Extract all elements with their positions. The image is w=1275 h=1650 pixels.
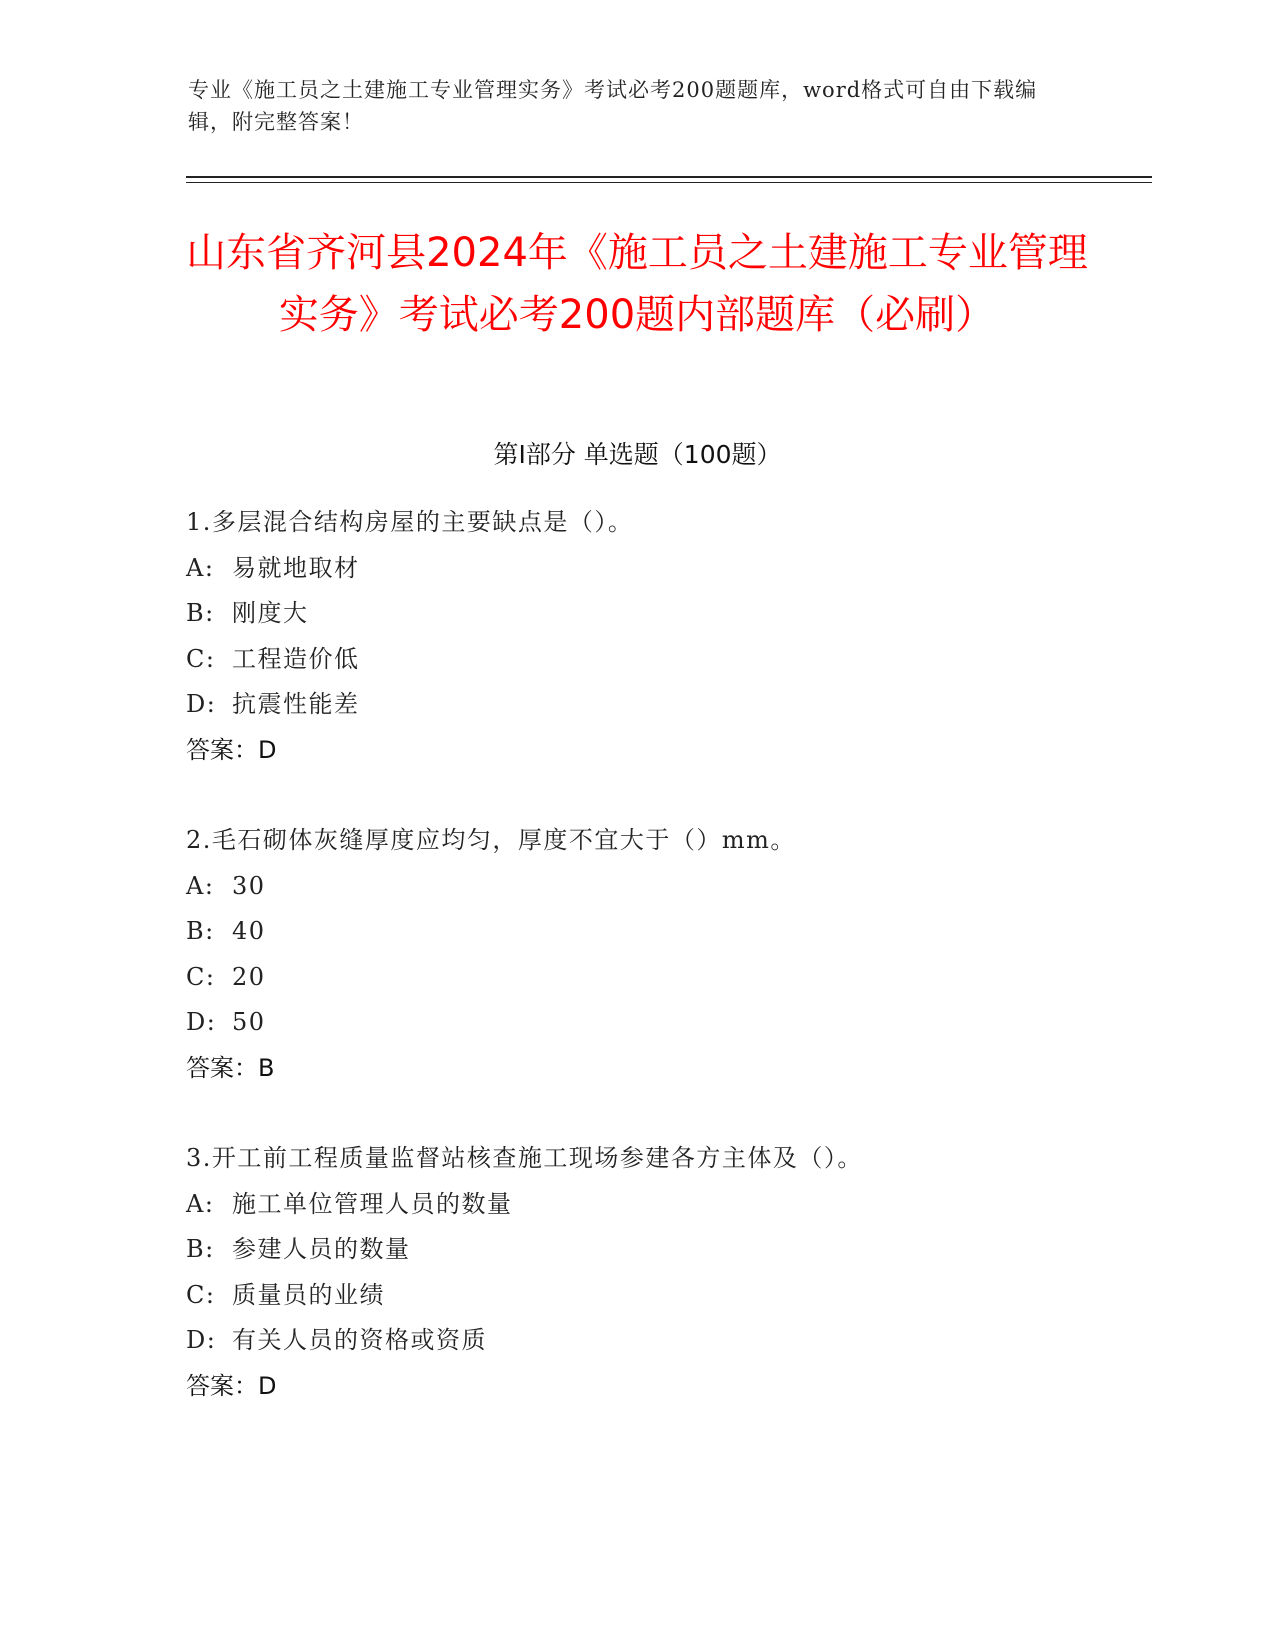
option-text: 工程造价低 — [232, 644, 360, 673]
option-a — [186, 1182, 1146, 1228]
option-c — [186, 1273, 1146, 1319]
option-text: 质量员的业绩 — [232, 1280, 385, 1309]
option-letter: A: — [186, 871, 215, 900]
question-stem: 1.多层混合结构房屋的主要缺点是（）。 — [186, 508, 634, 536]
option-letter: C: — [186, 644, 216, 673]
option-text: 50 — [232, 1008, 266, 1036]
header-divider-thin — [186, 182, 1152, 183]
option-a — [186, 546, 1146, 592]
option-text: 30 — [232, 871, 266, 900]
option-d — [186, 1000, 1146, 1046]
option-letter: D: — [186, 690, 217, 718]
option-letter: A: — [186, 1189, 215, 1218]
option-letter: C: — [186, 1280, 216, 1309]
option-text: 40 — [232, 917, 266, 945]
option-b — [186, 909, 1146, 955]
option-a — [186, 864, 1146, 910]
question-2 — [186, 818, 1146, 1091]
option-text: 20 — [232, 962, 266, 991]
option-text: 抗震性能差 — [232, 690, 360, 718]
option-c — [186, 637, 1146, 683]
question-3 — [186, 1136, 1146, 1409]
answer-line: 答案：D — [186, 1371, 277, 1400]
option-letter: B: — [186, 599, 215, 627]
header-note: 专业《施工员之土建施工专业管理实务》考试必考200题题库，word格式可自由下载编辑，附完整答案！ — [188, 78, 1038, 134]
option-letter: D: — [186, 1326, 217, 1354]
question-stem: 2.毛石砌体灰缝厚度应均匀，厚度不宜大于（）mm。 — [186, 826, 796, 854]
option-c — [186, 955, 1146, 1001]
option-d — [186, 1318, 1146, 1364]
option-b — [186, 591, 1146, 637]
option-letter: B: — [186, 1235, 215, 1263]
option-text: 易就地取材 — [232, 553, 360, 582]
option-text: 参建人员的数量 — [232, 1235, 411, 1263]
option-text: 施工单位管理人员的数量 — [232, 1189, 513, 1218]
option-letter: D: — [186, 1008, 217, 1036]
answer-line: 答案：D — [186, 735, 277, 764]
option-b — [186, 1227, 1146, 1273]
option-d — [186, 682, 1146, 728]
section-heading: 第Ⅰ部分 单选题（100题） — [493, 440, 782, 469]
header-divider-thick — [186, 176, 1152, 178]
answer-line: 答案：B — [186, 1053, 275, 1082]
option-text: 刚度大 — [232, 599, 309, 627]
question-1 — [186, 500, 1146, 773]
option-text: 有关人员的资格或资质 — [232, 1326, 487, 1354]
option-letter: C: — [186, 962, 216, 991]
option-letter: B: — [186, 917, 215, 945]
question-stem: 3.开工前工程质量监督站核查施工现场参建各方主体及（）。 — [186, 1144, 863, 1172]
option-letter: A: — [186, 553, 215, 582]
document-title: 山东省齐河县2024年《施工员之土建施工专业管理实务》考试必考200题内部题库（必刷） — [186, 230, 1088, 338]
